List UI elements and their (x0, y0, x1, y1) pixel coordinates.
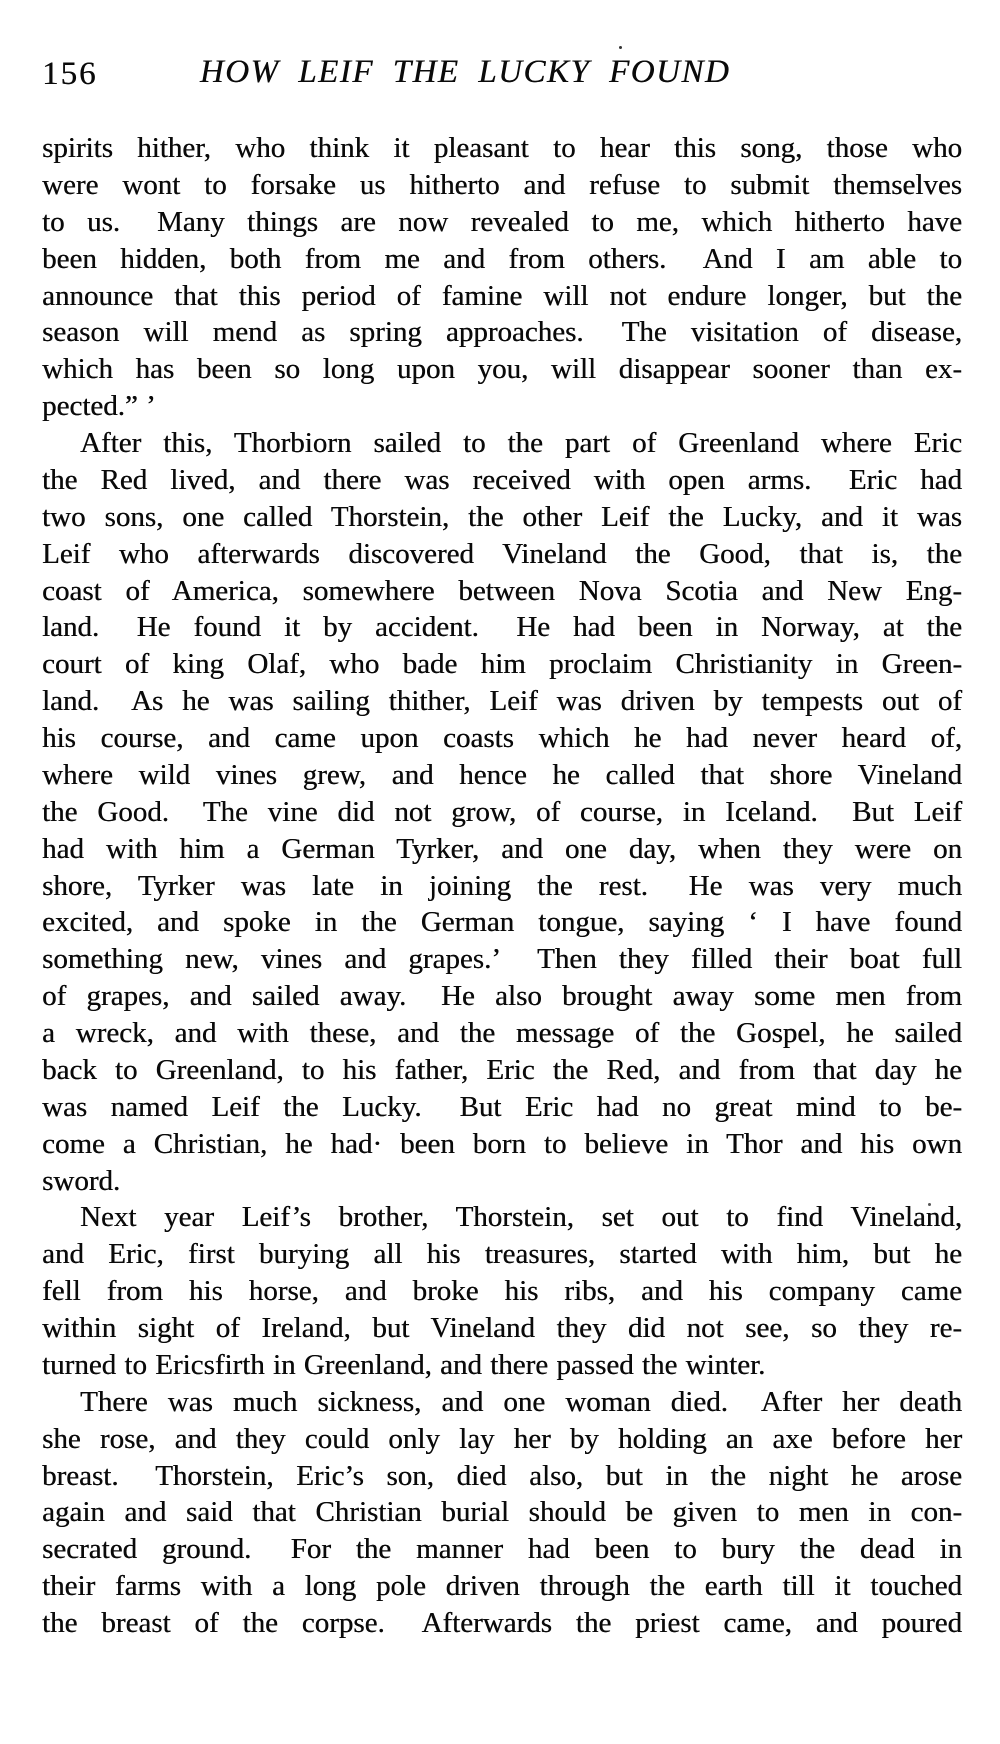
text-line: their farms with a long pole driven through the earth till it touched (42, 1570, 962, 1603)
page-body (42, 130, 962, 1642)
page-number: 156 (42, 56, 98, 92)
text-line: Next year Leif’s brother, Thorstein, set out to find Vineland, (80, 1201, 962, 1234)
text-line: again and said that Christian burial should be given to men in con- (42, 1496, 962, 1529)
text-line: and Eric, first burying all his treasures, started with him, but he (42, 1238, 962, 1271)
text-line: been hidden, both from me and from others. And I am able to (42, 242, 962, 275)
text-line: excited, and spoke in the German tongue, saying ‘ I have found (42, 906, 962, 939)
text-line: the breast of the corpse. Afterwards the priest came, and poured (42, 1607, 962, 1639)
text-line: to us. Many things are now revealed to me, which hitherto have (42, 205, 962, 238)
text-line: within sight of Ireland, but Vineland they did not see, so they re- (42, 1312, 962, 1344)
text-line: secrated ground. For the manner had been to bury the dead in (42, 1533, 962, 1566)
running-title: HOW LEIF THE LUCKY FOUND (199, 54, 731, 90)
text-line: After this, Thorbiorn sailed to the part of Greenland where Eric (80, 427, 962, 459)
text-line: pected.” ’ (42, 390, 156, 423)
text-line: something new, vines and grapes.’ Then they filled their boat full (42, 943, 962, 976)
text-line: which has been so long upon you, will disappear sooner than ex- (42, 353, 962, 386)
text-line: his course, and came upon coasts which he had never heard of, (42, 722, 962, 754)
text-line: fell from his horse, and broke his ribs, and his company came (42, 1275, 962, 1308)
text-line: where wild vines grew, and hence he called that shore Vineland (42, 758, 962, 791)
scan-artifact-dot (619, 46, 622, 49)
text-line: come a Christian, he had· been born to believe in Thor and his own (42, 1127, 962, 1160)
text-line: the Red lived, and there was received with open arms. Eric had (42, 463, 962, 496)
text-line: shore, Tyrker was late in joining the rest. He was very much (42, 869, 962, 902)
text-line: announce that this period of famine will not endure longer, but the (42, 279, 962, 312)
text-line: sword. (42, 1164, 121, 1197)
text-line: back to Greenland, to his father, Eric the Red, and from that day he (42, 1053, 962, 1086)
text-line: was named Leif the Lucky. But Eric had no great mind to be- (42, 1090, 962, 1123)
text-line: Leif who afterwards discovered Vineland the Good, that is, the (42, 537, 962, 570)
text-line: spirits hither, who think it pleasant to hear this song, those who (42, 132, 962, 164)
text-line: were wont to forsake us hitherto and refuse to submit themselves (42, 168, 962, 201)
running-header (42, 54, 962, 96)
text-line: two sons, one called Thorstein, the other Leif the Lucky, and it was (42, 500, 962, 533)
text-line: had with him a German Tyrker, and one day, when they were on (42, 832, 962, 865)
text-line: of grapes, and sailed away. He also brought away some men from (42, 980, 962, 1013)
text-line: court of king Olaf, who bade him proclaim Christianity in Green- (42, 648, 962, 681)
text-line: turned to Ericsfirth in Greenland, and there passed the winter. (42, 1348, 766, 1381)
text-line: she rose, and they could only lay her by holding an axe before her (42, 1422, 962, 1455)
text-line: land. He found it by accident. He had been in Norway, at the (42, 611, 962, 644)
text-line: breast. Thorstein, Eric’s son, died also, but in the night he arose (42, 1459, 962, 1492)
text-line: the Good. The vine did not grow, of course, in Iceland. But Leif (42, 795, 962, 828)
text-line: coast of America, somewhere between Nova Scotia and New Eng- (42, 574, 962, 607)
text-line: a wreck, and with these, and the message of the Gospel, he sailed (42, 1017, 962, 1049)
text-line: season will mend as spring approaches. The visitation of disease, (42, 316, 962, 349)
text-line: There was much sickness, and one woman died. After her death (80, 1385, 962, 1418)
text-line: land. As he was sailing thither, Leif was driven by tempests out of (42, 685, 962, 718)
